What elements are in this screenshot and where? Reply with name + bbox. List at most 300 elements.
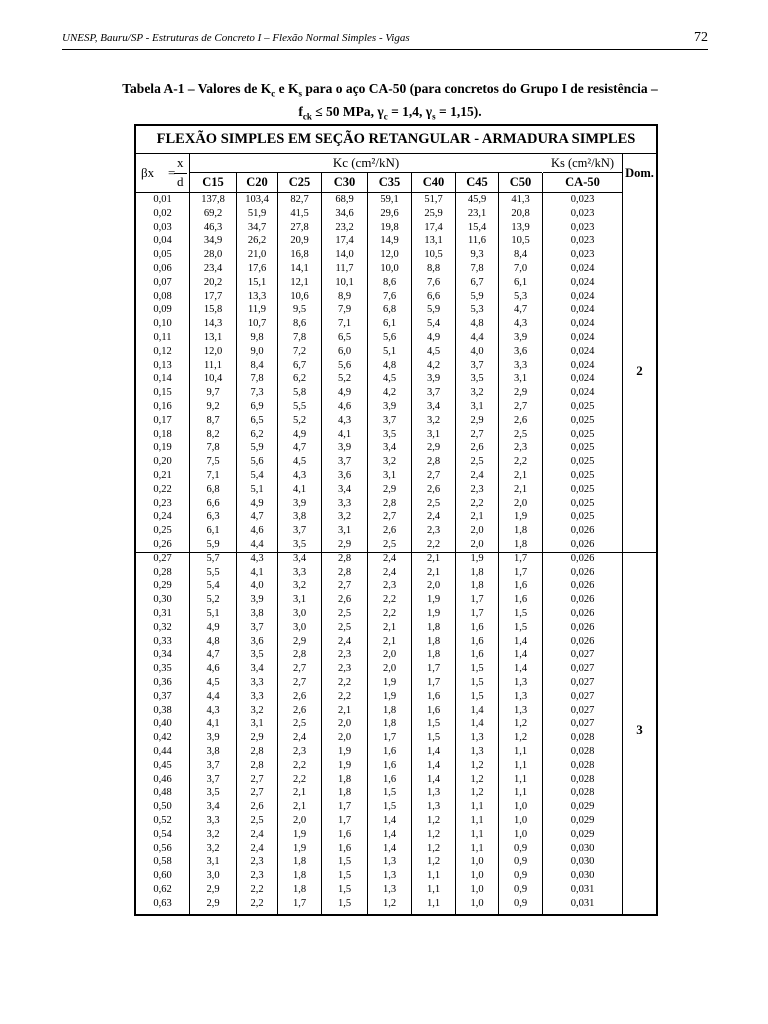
value-cell: 2,7 xyxy=(337,580,352,592)
value-cell: 4,6 xyxy=(250,525,264,537)
value-cell: 1,7 xyxy=(513,552,528,564)
value-cell: 0,024 xyxy=(570,359,595,371)
value-cell: 1,5 xyxy=(470,663,484,675)
value-cell: 3,7 xyxy=(292,525,307,537)
value-cell: 0,026 xyxy=(570,566,595,578)
value-cell: 3,4 xyxy=(382,442,397,454)
value-cell: 10,5 xyxy=(511,235,530,247)
value-cell: 2,8 xyxy=(382,497,397,509)
value-cell: 7,8 xyxy=(250,373,264,385)
value-cell: 17,4 xyxy=(335,235,354,247)
value-cell: 2,2 xyxy=(337,690,352,702)
beta-value-cell: 0,25 xyxy=(153,525,172,537)
table-row xyxy=(136,524,623,538)
value-cell: 5,6 xyxy=(382,332,397,343)
beta-value-cell: 0,23 xyxy=(153,497,172,509)
running-header xyxy=(62,32,708,50)
table-row xyxy=(136,566,623,580)
value-cell: 41,3 xyxy=(511,194,530,205)
beta-value-cell: 0,11 xyxy=(153,332,172,343)
value-cell: 2,0 xyxy=(292,815,307,826)
ks-header: Ks (cm²/kN) xyxy=(543,154,622,173)
value-cell: 0,025 xyxy=(570,456,595,468)
value-cell: 34,6 xyxy=(335,207,354,219)
column-header-c20: C20 xyxy=(246,175,268,189)
value-cell: 1,5 xyxy=(337,870,352,882)
value-cell: 1,8 xyxy=(292,856,307,868)
value-cell: 8,8 xyxy=(426,263,441,274)
table-row xyxy=(136,455,623,469)
beta-value-cell: 0,35 xyxy=(153,663,172,675)
value-cell: 1,1 xyxy=(513,746,528,757)
value-cell: 4,6 xyxy=(206,663,220,675)
value-cell: 1,5 xyxy=(382,801,397,813)
value-cell: 1,8 xyxy=(337,773,352,785)
value-cell: 14,1 xyxy=(290,263,309,274)
beta-value-cell: 0,31 xyxy=(153,608,172,619)
value-cell: 3,3 xyxy=(250,677,264,688)
value-cell: 1,1 xyxy=(470,801,484,813)
value-cell: 2,2 xyxy=(292,773,307,785)
value-cell: 3,7 xyxy=(250,621,264,633)
value-cell: 51,9 xyxy=(247,207,267,219)
value-cell: 26,2 xyxy=(247,235,267,247)
value-cell: 25,9 xyxy=(424,207,443,219)
value-cell: 1,4 xyxy=(513,635,528,647)
value-cell: 6,1 xyxy=(382,318,397,330)
value-cell: 1,9 xyxy=(292,842,307,854)
value-cell: 2,4 xyxy=(470,470,484,481)
value-cell: 4,0 xyxy=(470,345,484,357)
table-row xyxy=(136,359,623,373)
table-row xyxy=(136,676,623,690)
value-cell: 0,024 xyxy=(570,387,595,399)
value-cell: 2,4 xyxy=(382,552,397,564)
value-cell: 1,7 xyxy=(513,566,528,578)
value-cell: 1,0 xyxy=(470,884,484,895)
value-cell: 10,7 xyxy=(247,318,267,330)
domain-3-label: 3 xyxy=(636,722,643,738)
value-cell: 0,028 xyxy=(570,773,595,785)
value-cell: 2,3 xyxy=(250,870,264,882)
value-cell: 3,5 xyxy=(382,428,397,440)
value-cell: 7,3 xyxy=(250,387,264,399)
value-cell: 4,0 xyxy=(250,580,264,592)
value-cell: 2,3 xyxy=(337,649,352,661)
value-cell: 0,025 xyxy=(570,483,595,495)
value-cell: 9,7 xyxy=(206,387,220,399)
value-cell: 6,1 xyxy=(206,525,220,537)
column-divider xyxy=(189,154,190,914)
value-cell: 2,5 xyxy=(337,608,352,619)
value-cell: 1,0 xyxy=(513,828,528,840)
table-row xyxy=(136,869,623,883)
value-cell: 46,3 xyxy=(203,221,223,233)
value-cell: 1,9 xyxy=(426,608,441,619)
value-cell: 1,8 xyxy=(426,649,441,661)
table-row xyxy=(136,814,623,828)
value-cell: 2,1 xyxy=(513,470,528,481)
value-cell: 2,9 xyxy=(292,635,307,647)
beta-value-cell: 0,33 xyxy=(153,635,172,647)
value-cell: 5,2 xyxy=(337,373,352,385)
value-cell: 0,024 xyxy=(570,373,595,385)
value-cell: 14,3 xyxy=(203,318,223,330)
column-divider xyxy=(236,173,237,914)
value-cell: 1,8 xyxy=(382,704,397,716)
table-row xyxy=(136,414,623,428)
value-cell: 1,2 xyxy=(470,773,484,785)
value-cell: 1,1 xyxy=(513,759,528,771)
value-cell: 17,7 xyxy=(203,290,223,302)
beta-value-cell: 0,05 xyxy=(153,249,172,261)
value-cell: 1,7 xyxy=(470,594,484,606)
table-row xyxy=(136,828,623,842)
value-cell: 4,9 xyxy=(206,621,220,633)
value-cell: 0,023 xyxy=(570,207,595,219)
column-header-c15: C15 xyxy=(202,175,224,189)
beta-value-cell: 0,42 xyxy=(153,732,172,744)
value-cell: 1,5 xyxy=(470,690,484,702)
value-cell: 5,6 xyxy=(250,456,264,468)
page-number: 72 xyxy=(694,30,708,45)
value-cell: 0,026 xyxy=(570,608,595,619)
value-cell: 6,6 xyxy=(206,497,220,509)
value-cell: 2,2 xyxy=(426,539,441,550)
value-cell: 2,2 xyxy=(250,884,264,895)
beta-value-cell: 0,01 xyxy=(153,194,172,205)
value-cell: 1,0 xyxy=(470,856,484,868)
table-row xyxy=(136,276,623,290)
value-cell: 5,3 xyxy=(513,290,528,302)
value-cell: 0,028 xyxy=(570,759,595,771)
value-cell: 0,028 xyxy=(570,746,595,757)
value-cell: 4,9 xyxy=(250,497,264,509)
value-cell: 3,1 xyxy=(470,401,484,412)
table-row xyxy=(136,662,623,676)
value-cell: 3,5 xyxy=(292,539,307,550)
column-header-c35: C35 xyxy=(378,175,401,189)
value-cell: 1,7 xyxy=(382,732,397,744)
table-row xyxy=(136,441,623,455)
value-cell: 5,8 xyxy=(292,387,307,399)
value-cell: 1,3 xyxy=(470,732,484,744)
value-cell: 1,7 xyxy=(292,897,307,909)
beta-value-cell: 0,02 xyxy=(153,207,172,219)
value-cell: 1,2 xyxy=(382,897,397,909)
value-cell: 5,1 xyxy=(206,608,220,619)
value-cell: 9,8 xyxy=(250,332,264,343)
value-cell: 2,2 xyxy=(250,897,264,909)
table-row xyxy=(136,400,623,414)
beta-value-cell: 0,09 xyxy=(153,304,172,316)
value-cell: 13,9 xyxy=(511,221,530,233)
value-cell: 59,1 xyxy=(380,194,399,205)
value-cell: 3,4 xyxy=(426,401,441,412)
value-cell: 0,9 xyxy=(513,842,528,854)
value-cell: 0,031 xyxy=(570,884,595,895)
value-cell: 14,0 xyxy=(335,249,354,261)
value-cell: 0,024 xyxy=(570,332,595,343)
value-cell: 7,8 xyxy=(206,442,220,454)
value-cell: 1,4 xyxy=(470,704,484,716)
column-header-c50: C50 xyxy=(509,175,532,189)
value-cell: 2,7 xyxy=(470,428,484,440)
value-cell: 3,7 xyxy=(206,773,220,785)
beta-value-cell: 0,21 xyxy=(153,470,172,481)
value-cell: 1,3 xyxy=(382,856,397,868)
value-cell: 4,3 xyxy=(292,470,307,481)
table-row xyxy=(136,207,623,221)
value-cell: 3,2 xyxy=(470,387,484,399)
value-cell: 6,3 xyxy=(206,511,220,523)
table-row xyxy=(136,221,623,235)
value-cell: 0,9 xyxy=(513,884,528,895)
value-cell: 3,0 xyxy=(292,608,307,619)
value-cell: 2,6 xyxy=(250,801,264,813)
value-cell: 2,9 xyxy=(382,483,397,495)
value-cell: 0,027 xyxy=(570,663,595,675)
beta-value-cell: 0,56 xyxy=(153,842,172,854)
value-cell: 1,3 xyxy=(513,690,528,702)
value-cell: 0,029 xyxy=(570,828,595,840)
value-cell: 3,0 xyxy=(292,621,307,633)
value-cell: 3,2 xyxy=(337,511,352,523)
value-cell: 4,4 xyxy=(206,690,220,702)
value-cell: 1,8 xyxy=(426,635,441,647)
value-cell: 1,1 xyxy=(470,842,484,854)
value-cell: 4,8 xyxy=(470,318,484,330)
value-cell: 8,6 xyxy=(292,318,307,330)
value-cell: 3,1 xyxy=(337,525,352,537)
value-cell: 1,3 xyxy=(470,746,484,757)
value-cell: 1,7 xyxy=(337,815,352,826)
value-cell: 2,1 xyxy=(292,801,307,813)
table-row xyxy=(136,303,623,317)
column-divider xyxy=(321,173,322,914)
beta-value-cell: 0,15 xyxy=(153,387,172,399)
value-cell: 3,9 xyxy=(337,442,352,454)
value-cell: 2,0 xyxy=(513,497,528,509)
value-cell: 2,0 xyxy=(426,580,441,592)
table-row xyxy=(136,317,623,331)
table-row xyxy=(136,193,623,207)
beta-value-cell: 0,19 xyxy=(153,442,172,454)
value-cell: 4,5 xyxy=(206,677,220,688)
value-cell: 4,7 xyxy=(292,442,307,454)
table-row xyxy=(136,248,623,262)
value-cell: 1,2 xyxy=(426,828,441,840)
table-row xyxy=(136,345,623,359)
value-cell: 1,6 xyxy=(470,635,484,647)
value-cell: 1,2 xyxy=(513,732,528,744)
value-cell: 1,1 xyxy=(426,870,441,882)
value-cell: 0,030 xyxy=(570,842,595,854)
value-cell: 1,6 xyxy=(470,649,484,661)
column-header-c25: C25 xyxy=(288,175,311,189)
value-cell: 0,029 xyxy=(570,815,595,826)
value-cell: 8,6 xyxy=(382,276,397,288)
value-cell: 4,1 xyxy=(206,718,220,730)
table-row xyxy=(136,262,623,276)
value-cell: 1,7 xyxy=(426,663,441,675)
value-cell: 2,1 xyxy=(426,566,441,578)
value-cell: 0,026 xyxy=(570,594,595,606)
value-cell: 3,4 xyxy=(292,552,307,564)
value-cell: 0,023 xyxy=(570,221,595,233)
value-cell: 2,9 xyxy=(513,387,528,399)
beta-value-cell: 0,29 xyxy=(153,580,172,592)
value-cell: 0,025 xyxy=(570,497,595,509)
beta-value-cell: 0,54 xyxy=(153,828,172,840)
value-cell: 2,5 xyxy=(470,456,484,468)
value-cell: 2,5 xyxy=(426,497,441,509)
column-header-ca-50: CA-50 xyxy=(565,175,600,189)
beta-equals: = xyxy=(168,165,176,180)
value-cell: 2,2 xyxy=(382,608,397,619)
value-cell: 1,5 xyxy=(426,732,441,744)
value-cell: 2,1 xyxy=(470,511,484,523)
value-cell: 2,3 xyxy=(337,663,352,675)
value-cell: 2,1 xyxy=(513,483,528,495)
value-cell: 3,7 xyxy=(426,387,441,399)
beta-value-cell: 0,34 xyxy=(153,649,172,661)
value-cell: 2,0 xyxy=(382,649,397,661)
value-cell: 0,024 xyxy=(570,304,595,316)
value-cell: 1,3 xyxy=(426,801,441,813)
value-cell: 20,8 xyxy=(511,207,530,219)
value-cell: 0,024 xyxy=(570,290,595,302)
value-cell: 7,1 xyxy=(337,318,352,330)
value-cell: 1,1 xyxy=(513,787,528,799)
value-cell: 2,4 xyxy=(250,842,264,854)
value-cell: 1,4 xyxy=(382,842,397,854)
value-cell: 5,4 xyxy=(426,318,441,330)
value-cell: 1,6 xyxy=(513,580,528,592)
value-cell: 6,7 xyxy=(470,276,484,288)
value-cell: 3,4 xyxy=(337,483,352,495)
coefficients-table xyxy=(134,124,658,916)
value-cell: 1,7 xyxy=(337,801,352,813)
value-cell: 2,6 xyxy=(292,690,307,702)
value-cell: 1,4 xyxy=(382,828,397,840)
value-cell: 3,1 xyxy=(250,718,264,730)
table-title: FLEXÃO SIMPLES EM SEÇÃO RETANGULAR - ARMADURA SIMPLES xyxy=(136,126,656,154)
value-cell: 2,2 xyxy=(337,677,352,688)
beta-value-cell: 0,44 xyxy=(153,746,172,757)
value-cell: 12,0 xyxy=(203,345,223,357)
beta-value-cell: 0,63 xyxy=(153,897,172,909)
table-row xyxy=(136,331,623,345)
value-cell: 2,4 xyxy=(426,511,441,523)
beta-value-cell: 0,17 xyxy=(153,414,172,426)
value-cell: 8,4 xyxy=(250,359,264,371)
value-cell: 8,7 xyxy=(206,414,220,426)
value-cell: 1,6 xyxy=(337,842,352,854)
value-cell: 6,2 xyxy=(292,373,307,385)
value-cell: 3,2 xyxy=(426,414,441,426)
value-cell: 0,028 xyxy=(570,732,595,744)
value-cell: 1,8 xyxy=(513,525,528,537)
value-cell: 2,4 xyxy=(382,566,397,578)
value-cell: 13,3 xyxy=(247,290,267,302)
value-cell: 0,027 xyxy=(570,677,595,688)
value-cell: 0,029 xyxy=(570,801,595,813)
value-cell: 51,7 xyxy=(424,194,443,205)
table-row xyxy=(136,386,623,400)
value-cell: 15,1 xyxy=(247,276,267,288)
value-cell: 1,2 xyxy=(426,815,441,826)
beta-value-cell: 0,30 xyxy=(153,594,172,606)
value-cell: 6,0 xyxy=(337,345,352,357)
value-cell: 2,1 xyxy=(292,787,307,799)
table-row xyxy=(136,607,623,621)
value-cell: 6,8 xyxy=(206,483,220,495)
beta-value-cell: 0,60 xyxy=(153,870,172,882)
value-cell: 2,9 xyxy=(206,884,220,895)
value-cell: 1,3 xyxy=(382,870,397,882)
value-cell: 4,3 xyxy=(337,414,352,426)
value-cell: 0,023 xyxy=(570,194,595,205)
value-cell: 2,7 xyxy=(250,787,264,799)
beta-value-cell: 0,16 xyxy=(153,401,172,412)
value-cell: 2,7 xyxy=(292,663,307,675)
value-cell: 2,9 xyxy=(337,539,352,550)
value-cell: 2,8 xyxy=(337,566,352,578)
value-cell: 1,4 xyxy=(426,746,441,757)
value-cell: 1,9 xyxy=(292,828,307,840)
value-cell: 2,9 xyxy=(206,897,220,909)
value-cell: 3,6 xyxy=(337,470,352,481)
value-cell: 3,2 xyxy=(382,456,397,468)
value-cell: 7,8 xyxy=(292,332,307,343)
value-cell: 1,1 xyxy=(513,773,528,785)
value-cell: 82,7 xyxy=(290,194,309,205)
value-cell: 4,3 xyxy=(513,318,528,330)
value-cell: 1,8 xyxy=(292,870,307,882)
running-title: UNESP, Bauru/SP - Estruturas de Concreto I – Flexão Normal Simples - Vigas xyxy=(62,32,410,44)
value-cell: 4,8 xyxy=(382,359,397,371)
value-cell: 0,027 xyxy=(570,718,595,730)
value-cell: 0,024 xyxy=(570,318,595,330)
value-cell: 5,9 xyxy=(426,304,441,316)
value-cell: 2,0 xyxy=(337,718,352,730)
value-cell: 1,3 xyxy=(382,884,397,895)
beta-value-cell: 0,13 xyxy=(153,359,172,371)
value-cell: 1,6 xyxy=(337,828,352,840)
value-cell: 4,7 xyxy=(206,649,220,661)
value-cell: 2,7 xyxy=(426,470,441,481)
value-cell: 3,7 xyxy=(382,414,397,426)
value-cell: 1,5 xyxy=(426,718,441,730)
value-cell: 2,6 xyxy=(513,414,528,426)
value-cell: 17,4 xyxy=(424,221,443,233)
value-cell: 2,9 xyxy=(470,414,484,426)
table-row xyxy=(136,855,623,869)
value-cell: 5,4 xyxy=(206,580,220,592)
value-cell: 3,4 xyxy=(250,663,264,675)
beta-value-cell: 0,32 xyxy=(153,621,172,633)
value-cell: 2,2 xyxy=(292,759,307,771)
value-cell: 1,5 xyxy=(337,884,352,895)
value-cell: 4,2 xyxy=(382,387,397,399)
value-cell: 4,9 xyxy=(426,332,441,343)
value-cell: 2,1 xyxy=(382,621,397,633)
column-divider xyxy=(455,173,456,914)
value-cell: 0,024 xyxy=(570,263,595,274)
table-row xyxy=(136,510,623,524)
value-cell: 3,1 xyxy=(292,594,307,606)
